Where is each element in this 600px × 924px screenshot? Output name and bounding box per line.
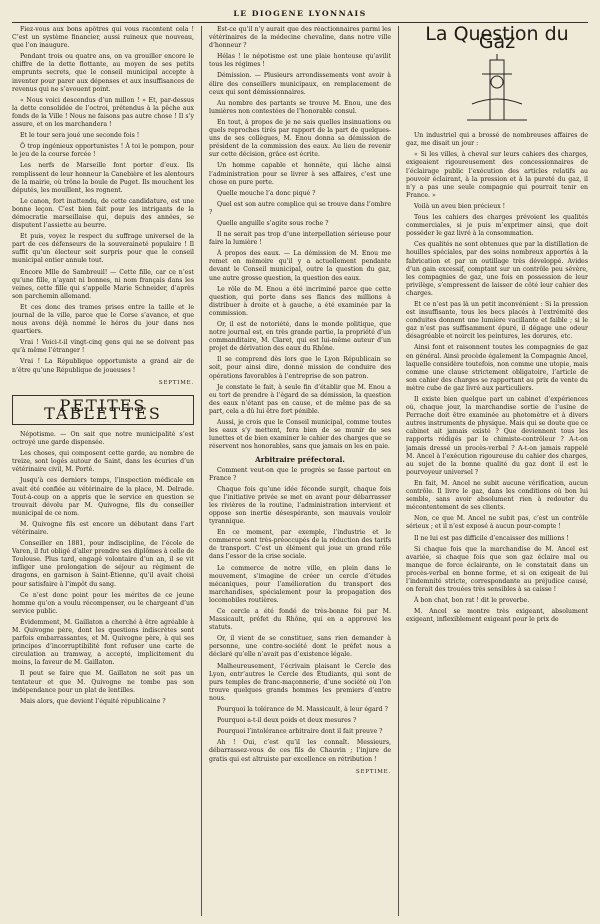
paragraph: Non, ce que M. Ancel ne subit pas, c’est un contrôle sérieux ; et il n’est exposé à aucun pour-compte ! <box>406 515 588 531</box>
paragraph: Fiez-vous aux bons apôtres qui vous racontent cela ! C’est un système financier, aussi ruineux que nouveau, que l’on inaugure. <box>12 26 194 50</box>
paragraph: Le commerce de notre ville, en plein dans le mouvement, s’imagine de créer un cercle d’études mécaniques, pour l’amélioration du transport des marchandises, spécialement pour la propagation des locomobiles routières. <box>209 564 391 604</box>
paragraph: Or, il est de notoriété, dans le monde politique, que notre journal est, en très grande partie, la propriété d’un commanditaire, M. Claret, qui est lui-même auteur d’un projet de dérivation des eaux du Rhône. <box>209 321 391 353</box>
paragraph: Jusqu’à ces derniers temps, l’inspection médicale en avait été confiée au vétérinaire de la place, M. Delrade. Tout-à-coup on a appris que le service en question se trouvait dévolu par M. Quivogne, fils du conseiller municipal de ce nom. <box>12 477 194 517</box>
paragraph: Et le tour sera joué une seconde fois ! <box>20 132 140 140</box>
paragraph: Un industriel qui a brossé de nombreuses affaires de gaz, me disait un jour : <box>406 132 588 148</box>
column-divider <box>398 26 399 916</box>
columns <box>12 26 588 916</box>
paragraph: Ah ! Oui, c’est qu’il les connaît. Messieurs, débarrassez-vous de ces fils de Chauvin ; l’injure de gratis qui est altruiste par excellence en rétribution ! <box>209 739 391 763</box>
paragraph: Ainsi font et raisonnent toutes les compagnies de gaz en général. Ainsi procède également la Compagnie Ancel, laquelle considère toutefois, non comme une utopie, mais comme une clause strictement obligatoire, l’article de son cahier des charges se rapportant au prix de vente du mètre cube de gaz livré aux particuliers. <box>406 344 588 392</box>
paragraph: Et ce n’est pas là un petit inconvénient : Si la pression est insuffisante, tous les becs placés à l’extrémité des conduites donnent une lumière vacillante et faible ; si le gaz n’est pas suffisamment épuré, il dégage une odeur désagréable et noircit les peintures, les dorures, etc. <box>406 300 588 341</box>
running-header: LE DIOGENE LYONNAIS <box>233 9 367 18</box>
paragraph: Pourquoi la tolérance de M. Massicault, à leur égard ? <box>217 706 388 714</box>
paragraph: Ce n’est donc point pour les mérites de ce jeune homme qu’on a voulu récompenser, ou le chargeant d’un service public. <box>12 591 194 615</box>
paragraph: Malheureusement, l’écrivain plaisant le Cercle des Lyon, entr’autres le Cercle des Étudiants, qui sont de purs temples de franc-maçonnerie, d’une société où l’on trouve quelques grands hommes les premiers d’entre nous. <box>209 662 391 702</box>
paragraph: Voilà un aveu bien précieux ! <box>414 202 506 210</box>
paragraph: Il existe bien quelque part un cabinet d’expériences où, chaque jour, la marchandise sortie de l’usine de Perrache doit être examinée au photomètre et à divers autres instruments de physique. Mais qui se doute que ce cabinet ait jamais existé ? Que deviennent tous les rapports rédigés par le chimiste-contrôleur ? A-t-on jamais dressé un procès-verbal ? A-t-on jamais rappelé M. Ancel à l’exécution rigoureuse du cahier des charges, au sujet de la bonne qualité du gaz dont il est le pourvoyeur universel ? <box>406 396 588 476</box>
paragraph: Encore Mlle de Sambreuil! — Cette fille, car ce n’est qu’une fille, n’ayant ni bonnes, ni nom français dans les veines, cette fille qui s’appelle Marie Schneider, d’après son parchemin allemand. <box>12 268 194 300</box>
paragraph: À bon chat, bon rat ! dit le proverbe. <box>414 597 530 605</box>
paragraph: Ce cercle a été fondé de très-bonne foi par M. Massicault, préfet du Rhône, qui en a approuvé les statuts. <box>209 608 391 632</box>
paragraph: « Nous voici descendus d’un millon ! » Et, par-dessus la dette consolidée de l’octroi, prétendus à la pêche aux fonds de la Ville ! Nous ne faisons pas autre chose ! Il s’y assure, et on les marchandera ! <box>12 96 194 129</box>
paragraph: M. Ancel se montre très exigeant, absolument exigeant, inflexiblement exigeant pour le prix de <box>406 608 588 624</box>
paragraph: Aussi, je crois que le Conseil municipal, comme toutes les eaux s’y mettent, fera bien de se munir de ses lunettes et de bien examiner le cahier des charges que se réservent nos honorables, sans que jamais on les en paie. <box>209 419 391 451</box>
paragraph: Vrai ! Voici-t-il vingt-cinq gens qui ne se doivent pas qu’à même l’étranger ! <box>12 339 194 355</box>
column-1 <box>12 26 194 916</box>
paragraph: Conseiller en 1881, pour indiscipline, de l’école de Varen, il fut obligé d’aller prendre ses diplômes à celle de Toulouse. Plus tard, engagé volontaire d’un an, il se vit infliger une prolongation de séjour au régiment de dragons, en garnison à Saint-Étienne, qu’il avait choisi pour satisfaire à l’impôt du sang. <box>12 540 194 588</box>
paragraph: M. Quivogne fils est encore un débutant dans l’art vétérinaire. <box>12 520 194 536</box>
section-box-title: PETITES TABLETTES <box>12 395 194 425</box>
paragraph: Est-ce qu’il n’y aurait que des réactionnaires parmi les vétérinaires de la médecine chevaline, dans notre ville d’honneur ? <box>209 26 391 50</box>
paragraph: En ce moment, par exemple, l’industrie et le commerce sont très-préoccupés de la réduction des tarifs de transport. C’est un élément qui joue un grand rôle dans l’essor de la crise sociale. <box>209 529 391 561</box>
paragraph: Les choses, qui composent cette garde, au nombre de treize, sont logés autour de Saint, dans les écuries d’un vétérinaire civil, M. Porté. <box>12 450 194 474</box>
gas-lamp-illustration <box>406 54 588 126</box>
paragraph: Pourquoi a-t-il deux poids et deux mesures ? <box>217 717 357 725</box>
paragraph: Quelle mouche l’a donc piqué ? <box>217 189 316 197</box>
paragraph: Quelle anguille s’agite sous roche ? <box>217 219 329 227</box>
paragraph: Un homme capable et honnête, qui lâche ainsi l’administration pour se livrer à ses affaires, c’est une chose en pure perte. <box>209 162 391 186</box>
paragraph: Vrai ! La République opportuniste a grand air de n’être qu’une République de joueuses ! <box>12 358 194 374</box>
paragraph: En fait, M. Ancel ne subit aucune vérification, aucun contrôle. Il livre le gaz, dans les conditions où bon lui semble, sans avoir absolument rien à redouter du mécontentement de ses clients. <box>406 479 588 512</box>
column-2 <box>209 26 391 916</box>
section-title: Arbitraire préfectoral. <box>255 455 345 465</box>
paragraph: Je constate le fait, à seule fin d’établir que M. Enou a eu tort de prendre à l’égard de sa démission, la question des eaux n’étant pas en cause, et de même pas de sa part, cela a dû lui être fort pénible. <box>209 383 391 415</box>
paragraph: Tous les cahiers des charges prévoient les qualités commerciales, si je puis m’exprimer ainsi, que doit posséder le gaz livré à la consommation. <box>406 214 588 238</box>
paragraph: Si chaque fois que la marchandise de M. Ancel est avariée, si chaque fois que son gaz éclaire mal ou manque de force éclairante, on le constatait dans un procès-verbal en bonne forme, et si on exigeait de lui l’indemnité stricte, correspondante au préjudice causé, on ferait des trouées très sensibles à sa caisse ! <box>406 545 588 594</box>
paragraph: Or, il vient de se constituer, sans rien demander à personne, une contre-société dont le préfet nous a déclaré qu’elle n’avait pas d’existence légale. <box>209 635 391 659</box>
paragraph: Hélas ! le népotisme est une plaie honteuse qu’avilit tous les régimes ! <box>209 53 391 69</box>
paragraph: « Si les villes, à cheval sur leurs cahiers des charges, exigeaient rigoureusement des concessionnaires de l’éclairage public l’exécution des articles relatifs au pouvoir éclairant, à la pression et à la pureté du gaz, il n’y a pas une seule compagnie qui pourrait tenir en France. » <box>406 151 588 199</box>
paragraph: En tout, à propos de je ne sais quelles insinuations ou quels reproches tirés par rapport de la part de quelques-uns de ses collègues, M. Enou donna sa démission de président de la commission des eaux. Au lieu de revenir sur cette décision, grâce est écrite. <box>209 118 391 159</box>
paragraph: Il ne serait pas trop d’une interpellation sérieuse pour faire la lumière ! <box>209 231 391 247</box>
paragraph: À propos des eaux. — La démission de M. Enou me remet en mémoire qu’il y a actuellement pendante devant le Conseil municipal, outre la question du gaz, une autre grosse question, la question des eaux. <box>209 250 391 282</box>
paragraph: Comment veut-on que le progrès se fasse partout en France ? <box>209 466 391 482</box>
paragraph: Népotisme. — On sait que notre municipalité s’est octroyé une garde dispensée. <box>12 430 194 447</box>
paragraph: Pendant trois ou quatre ans, on va grouiller encore le chiffre de la dette flottante, au moyen de ses petits emprunts secrets, que le conseil municipal accepte à inventer pour parer aux dépenses et aux insuffisances de revenus qui ne s’avouent point. <box>12 53 194 93</box>
paragraph: Le rôle de M. Enou a été incriminé parce que cette question, qui porte dans ses flancs des millions à distribuer à droite et à gauche, a été examinée par la commission. <box>209 285 391 317</box>
column-3 <box>406 26 588 916</box>
column-divider <box>201 26 202 916</box>
paragraph: Ces qualités ne sont obtenues que par la distillation de houilles spéciales, par des soins nombreux apportés à la fabrication et par un outillage très développé. Avides d’un gain excessif, comptant sur un contrôle peu sévère, les compagnies de gaz, une fois en possession de leur privilège, s’empressent de laisser de côté leur cahier des charges. <box>406 241 588 297</box>
paragraph: Les nerfs de Marseille font porter d’eux. Ils remplissent de leur honneur la Canebière et les alentours de la mairie, où trône la boule de Puget. Ils mouchent les députés, les mouillent, les rognent. <box>12 162 194 194</box>
signature: SEPTIME. <box>158 379 194 386</box>
paragraph: Au nombre des partants se trouve M. Enou, une des lumières non contestées de l’honorable consul. <box>209 99 391 115</box>
paragraph: Pourquoi l’intolérance arbitraire dont il fait preuve ? <box>217 728 383 736</box>
paragraph: Il peut se faire que M. Gaillaton ne soit pas un tentateur et que M. Quivogne ne tombe pas son indépendance pour un plat de lentilles. <box>12 670 194 694</box>
paragraph: Et puis, voyez le respect du suffrage universel de la part de ces défenseurs de la souveraineté populaire ! Il suffit qu’un électeur soit surpris pour que le conseil municipal entier annule tout. <box>12 233 194 265</box>
paragraph: Mais alors, que devient l’équité républicaine ? <box>20 697 166 705</box>
paragraph: Chaque fois qu’une idée féconde surgit, chaque fois que l’initiative privée se met en avant pour débarrasser les rivières de la routine, l’administration intervient et oppose son inertie désespérante, son mauvais vouloir tyrannique. <box>209 485 391 526</box>
signature: SEPTIME. <box>355 768 391 775</box>
paragraph: Il ne lui est pas difficile d’encaisser des millions ! <box>414 534 569 542</box>
paragraph: Évidemment, M. Gaillaton a cherché à être agréable à M. Quivogne père, dont les questions indiscrètes sont parfois embarrassantes, et M. Quivogne père, à qui ses principes d’incorruptibilité font refuser une carte de circulation au tramway, a accepté, implicitement du moins, la faveur de M. Gaillaton. <box>12 618 194 667</box>
header-rule <box>12 22 588 23</box>
paragraph: Démission. — Plusieurs arrondissements vont avoir à élire des conseillers municipaux, en remplacement de ceux qui sont démissionnaires. <box>209 72 391 96</box>
paragraph: Ô trop ingénieux opportunistes ! À toi le pompon, pour le jeu de la course forcée ! <box>12 143 194 159</box>
paragraph: Quel est son autre complice qui se trouve dans l’ombre ? <box>209 200 391 216</box>
article-title: La Question du Gaz <box>425 26 569 54</box>
paragraph: Le canon, fort inattendu, de cette candidature, est une bonne leçon. C’est bien fait pour les intrigants de la démocratie marseillaise qui, depuis des années, se disputent l’assiette au beurre. <box>12 197 194 230</box>
paragraph: Et ces donc des trames prises entre la taille et le journal de la ville, parce que le Corse s’avance, et que nous avons déjà nommé le héros du jour dans nos quartiers. <box>12 303 194 336</box>
paragraph: Il se comprend dès lors que le Lyon Républicain se soit, pour ainsi dire, donné mission de conduire des opérations favorables à l’entreprise de son patron. <box>209 356 391 380</box>
